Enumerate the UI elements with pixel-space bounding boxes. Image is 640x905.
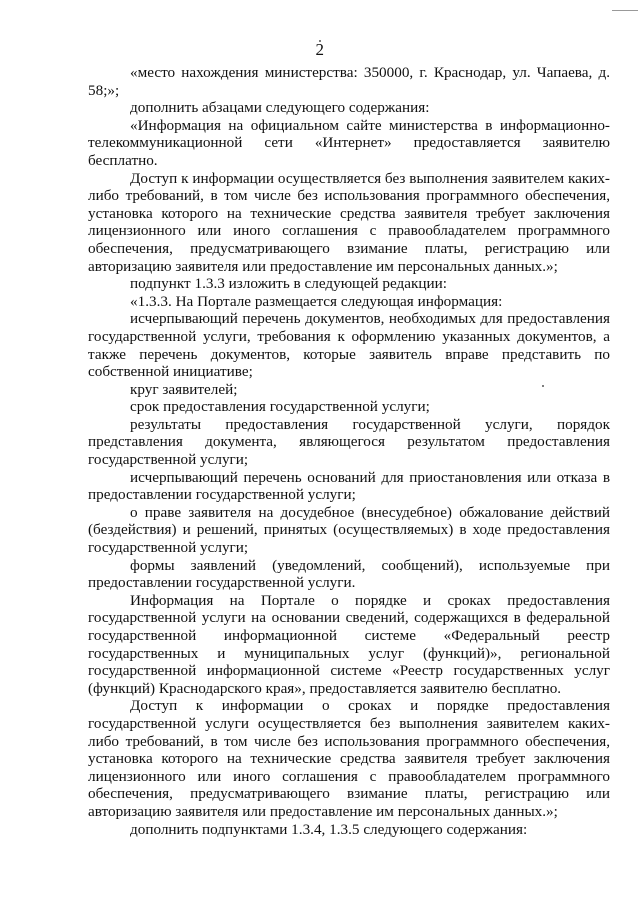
list-item-results: результаты предоставления государственной услуги, порядок представления документа, являющегося результатом предоставления государственной услуги; xyxy=(88,415,610,469)
paragraph-ministry-address: «место нахождения министерства: 350000, г. Краснодар, ул. Чапаева, д. 58;»; xyxy=(88,64,610,99)
list-item-applicants: круг заявителей; xyxy=(130,380,238,398)
list-item-documents: исчерпывающий перечень документов, необходимых для предоставления государственной услуги, требования к оформлению указанных документов, а также перечень документов, которые заявитель вправе представить по собственной инициативе; xyxy=(88,310,610,381)
list-item-term: срок предоставления государственной услуги; xyxy=(130,398,430,416)
scan-edge-line xyxy=(612,10,638,11)
paragraph-add-subclauses: дополнить подпунктами 1.3.4, 1.3.5 следующего содержания: xyxy=(130,820,528,838)
paragraph-amend-instruction: дополнить абзацами следующего содержания: xyxy=(130,99,430,117)
list-item-forms: формы заявлений (уведомлений, сообщений), используемые при предоставлении государственной услуги. xyxy=(88,556,610,592)
paragraph-access-terms: Доступ к информации о сроках и порядке предоставления государственной услуги осуществляется без выполнения заявителем каких-либо требований, в том числе без использования программного обеспечения, установка которого на технические средства заявителя требует заключения лицензионного или иного соглашения с правообладателем программного обеспечения, предусматривающего взимание платы, регистрацию или авторизацию заявителя или предоставление им персональных данных.»; xyxy=(88,697,610,820)
paragraph-access-info: Доступ к информации осуществляется без выполнения заявителем каких-либо требований, в том числе без использования программного обеспечения, установка которого на технические средства заявителя требует заключения лицензионного или иного соглашения с правообладателем программного обеспечения, предусматривающего взимание платы, регистрацию или авторизацию заявителя или предоставление им персональных данных.»; xyxy=(88,169,610,275)
paragraph-portal-heading: «1.3.3. На Портале размещается следующая информация: xyxy=(130,292,503,310)
list-item-appeal-rights: о праве заявителя на досудебное (внесудебное) обжалование действий (бездействия) и решений, принятых (осуществляемых) в ходе предоставления государственной услуги; xyxy=(88,503,610,557)
page-number: 2 xyxy=(315,40,325,59)
list-item-refusal-grounds: исчерпывающий перечень оснований для приостановления или отказа в предоставлении государственной услуги; xyxy=(88,468,610,504)
paragraph-subclause-edit: подпункт 1.3.3 изложить в следующей редакции: xyxy=(130,275,447,293)
document-body xyxy=(88,64,610,838)
paragraph-website-info: «Информация на официальном сайте министерства в информационно-телекоммуникационной сети «Интернет» предоставляется заявителю бесплатно. xyxy=(88,116,610,169)
paragraph-portal-info: Информация на Портале о порядке и сроках предоставления государственной услуги на основании сведений, содержащихся в федеральной государственной информационной системе «Федеральный реестр государственных и муниципальных услуг (функций)», региональной государственной информационной системе «Реестр государственных услуг (функций) Краснодарского края», предоставляется заявителю бесплатно. xyxy=(88,591,610,697)
